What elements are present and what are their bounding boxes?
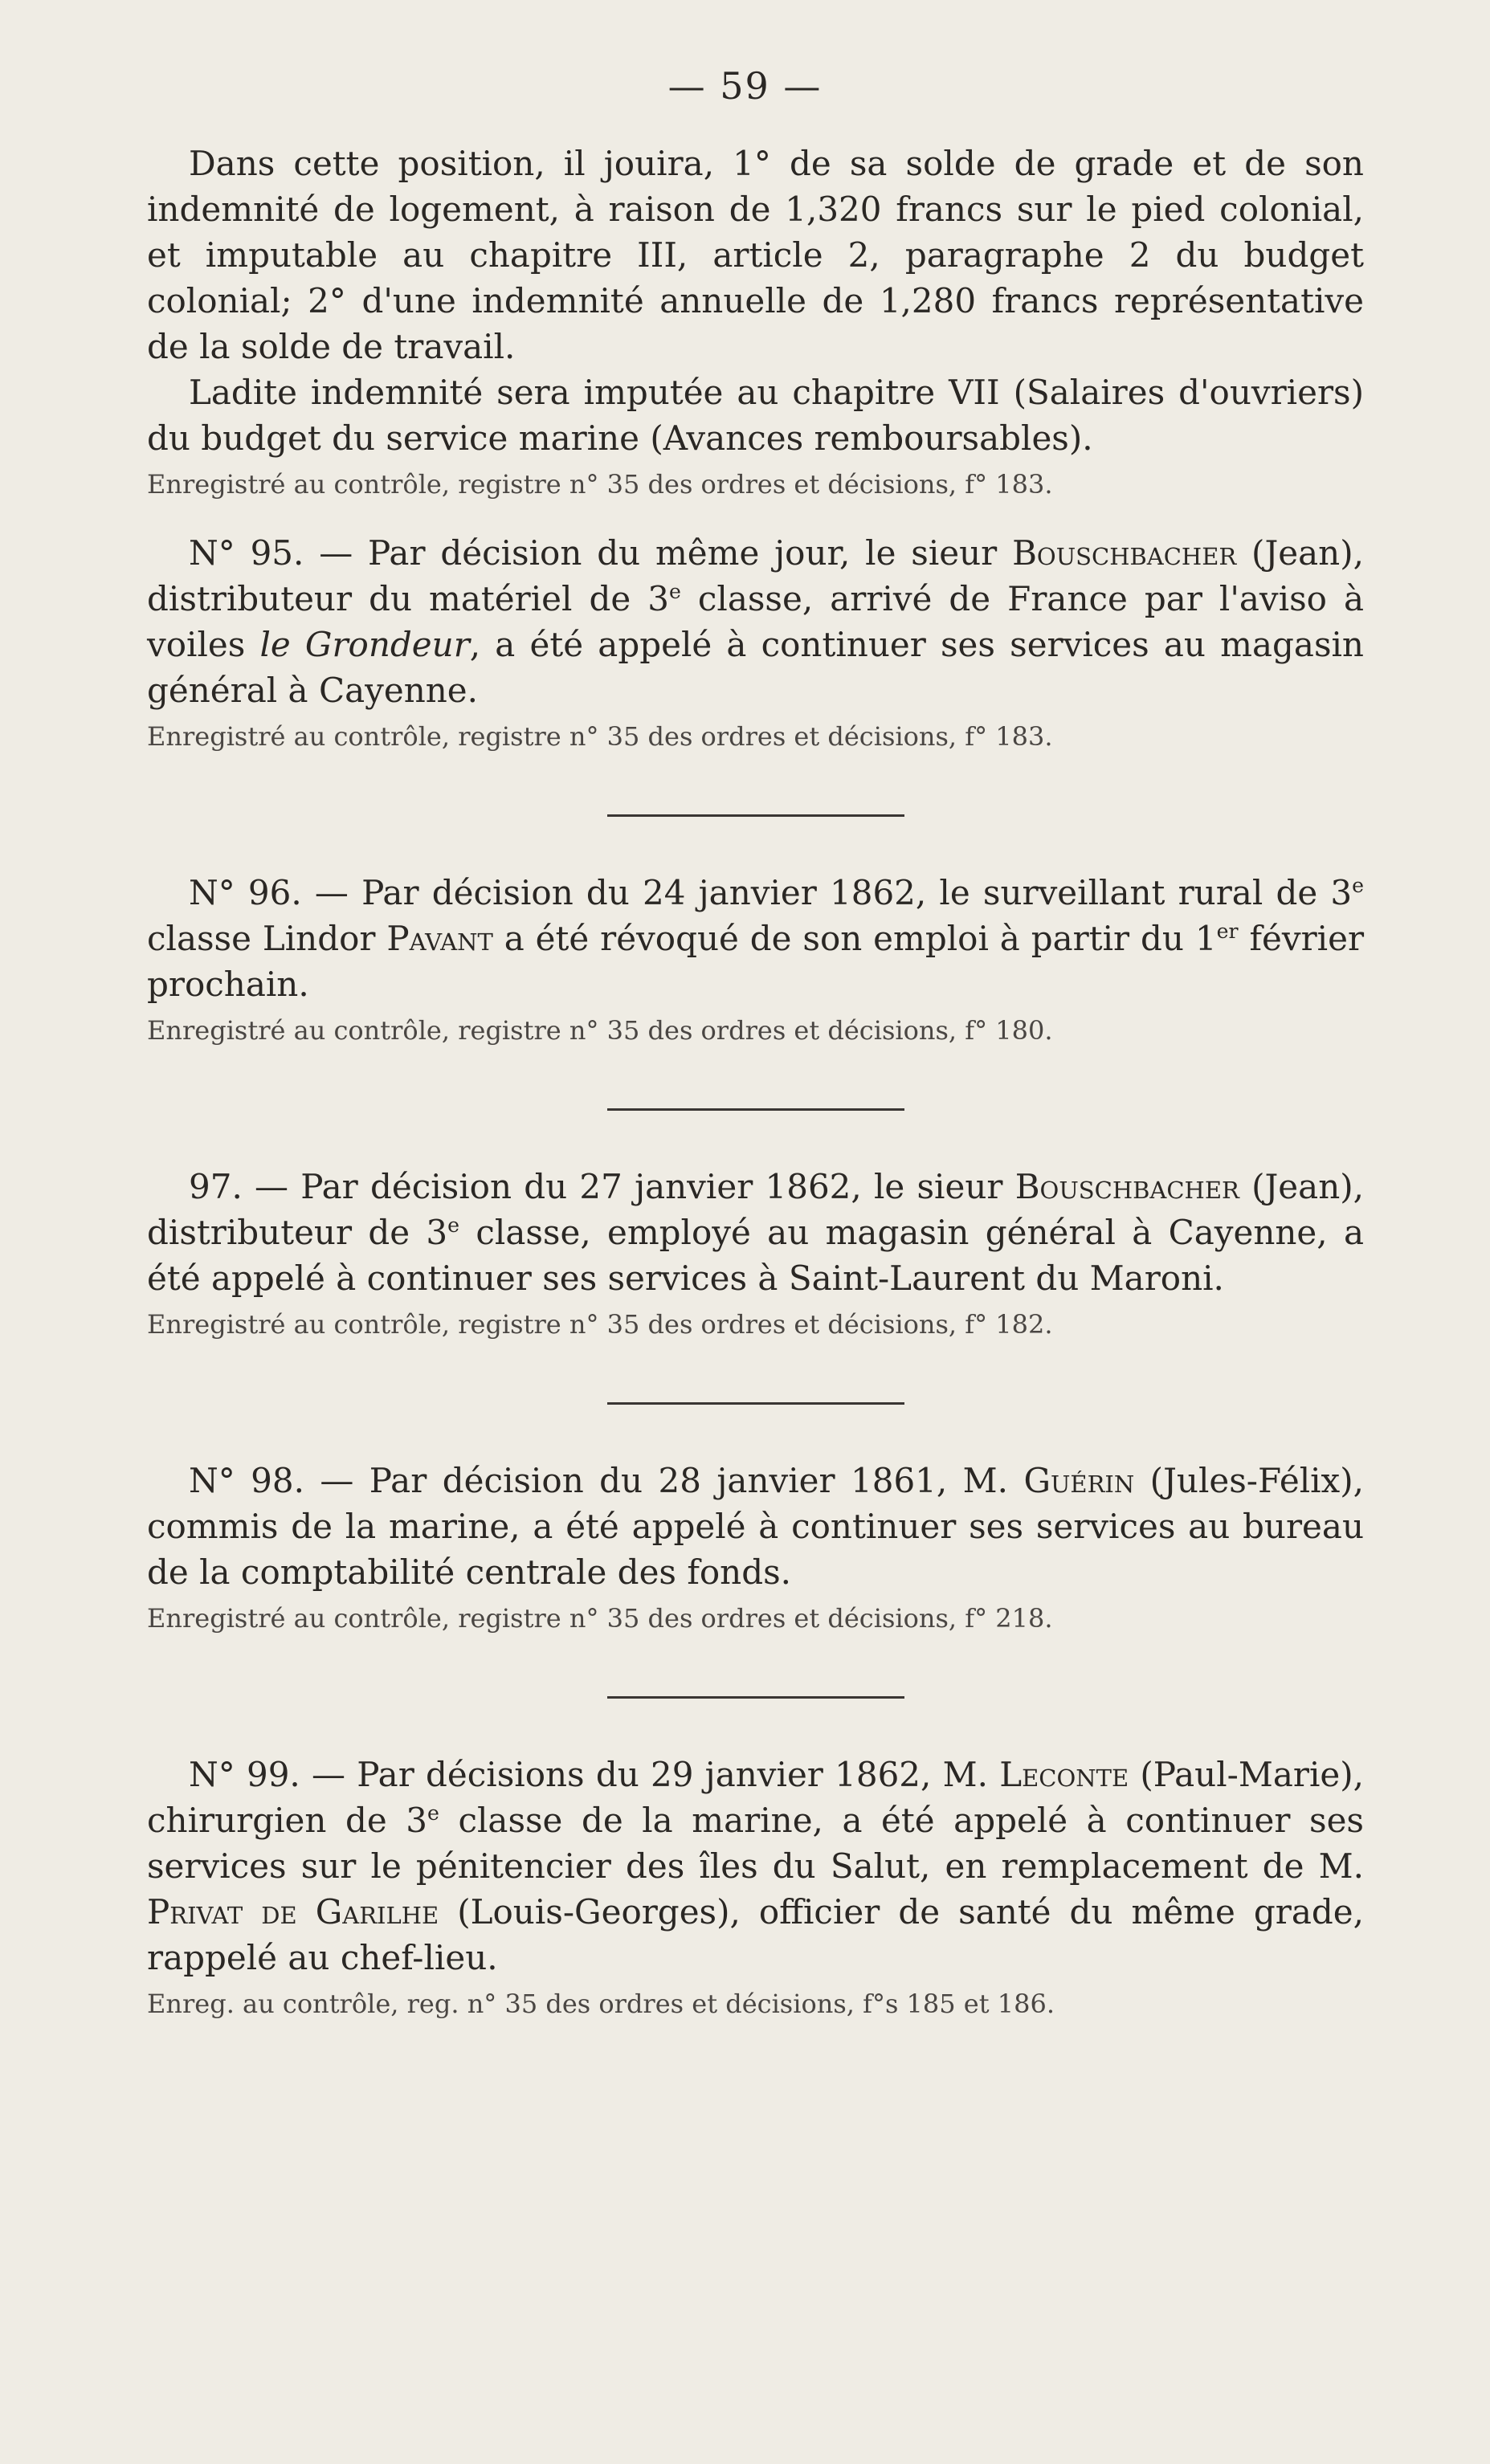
person-name: Guérin (1023, 1461, 1135, 1500)
entry-95-number: N° 95. (189, 533, 304, 573)
entry-98-number: N° 98. (189, 1461, 304, 1500)
entry-94-paragraph-2: Ladite indemnité sera imputée au chapitre VII (Salaires d'ouvriers) du budget du service marine (Avances remboursables). (147, 373, 1364, 458)
entry-96-registration: Enregistré au contrôle, registre n° 35 des ordres et décisions, f° 180. (147, 1015, 1053, 1046)
entry-95 (147, 530, 1364, 755)
entry-96 (147, 870, 1364, 1049)
separator-rule (607, 1108, 904, 1111)
entry-99-number: N° 99. (189, 1755, 300, 1794)
person-name: Bouschbacher (1012, 533, 1237, 573)
page-number: — 59 — (667, 64, 823, 108)
entry-97-text: 97. — Par décision du 27 janvier 1862, le sieur Bouschbacher (Jean), distributeur de 3e classe, employé au magasin général à Cayenne, a été appelé à continuer ses services à Saint-Laurent du Maroni. (147, 1167, 1364, 1298)
separator-rule (607, 814, 904, 817)
entry-94 (147, 141, 1364, 503)
entry-97 (147, 1164, 1364, 1343)
entry-97-number: 97. (189, 1167, 243, 1206)
entry-98 (147, 1458, 1364, 1637)
person-name: Pavant (386, 919, 493, 958)
entry-97-registration: Enregistré au contrôle, registre n° 35 des ordres et décisions, f° 182. (147, 1309, 1053, 1340)
person-name: Privat de Garilhe (147, 1892, 439, 1932)
separator-rule (607, 1402, 904, 1405)
ship-name: le Grondeur (259, 625, 470, 664)
entry-94-paragraph-1: Dans cette position, il jouira, 1° de sa solde de grade et de son indemnité de logement, à raison de 1,320 francs sur le pied colonial, et imputable au chapitre III, article 2, paragraphe 2 du budget colonial; 2° d'une indemnité annuelle de 1,280 francs représentative de la solde de travail. (147, 144, 1364, 366)
separator-rule (607, 1696, 904, 1699)
entry-95-registration: Enregistré au contrôle, registre n° 35 des ordres et décisions, f° 183. (147, 721, 1053, 752)
entry-98-text: N° 98. — Par décision du 28 janvier 1861, M. Guérin (Jules-Félix), commis de la marine, a été appelé à continuer ses services au bureau de la comptabilité centrale des fonds. (147, 1461, 1364, 1592)
entry-95-text: N° 95. — Par décision du même jour, le sieur Bouschbacher (Jean), distributeur du matériel de 3e classe, arrivé de France par l'aviso à voiles le Grondeur, a été appelé à continuer ses services au magasin général à Cayenne. (147, 533, 1364, 710)
entry-99-text: N° 99. — Par décisions du 29 janvier 1862, M. Leconte (Paul-Marie), chirurgien de 3e classe de la marine, a été appelé à continuer ses services sur le pénitencier des îles du Salut, en remplacement de M. Privat de Garilhe (Louis-Georges), officier de santé du même grade, rappelé au chef-lieu. (147, 1755, 1364, 1977)
page-body (147, 141, 1364, 2022)
person-name: Bouschbacher (1014, 1167, 1239, 1206)
entry-94-registration: Enregistré au contrôle, registre n° 35 des ordres et décisions, f° 183. (147, 469, 1053, 500)
entry-96-number: N° 96. (189, 873, 302, 912)
entry-96-text: N° 96. — Par décision du 24 janvier 1862, le surveillant rural de 3e classe Lindor Pavant a été révoqué de son emploi à partir du 1er février prochain. (147, 873, 1365, 1004)
person-name: Leconte (999, 1755, 1129, 1794)
entry-98-registration: Enregistré au contrôle, registre n° 35 des ordres et décisions, f° 218. (147, 1603, 1053, 1634)
entry-99 (147, 1752, 1364, 2022)
entry-99-registration: Enreg. au contrôle, reg. n° 35 des ordres et décisions, f°s 185 et 186. (147, 1989, 1055, 2019)
